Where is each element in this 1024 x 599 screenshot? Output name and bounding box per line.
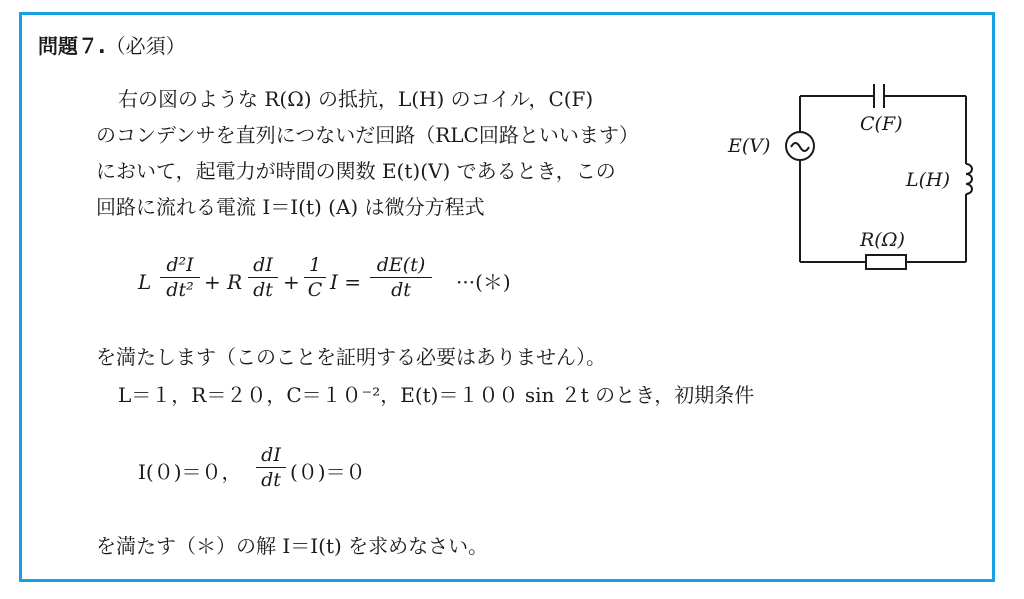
resistor-box bbox=[866, 255, 906, 269]
problem-title: 問題７.（必須） bbox=[38, 34, 186, 58]
initial-condition-1: I(０)＝０， bbox=[138, 460, 242, 484]
parameters-text: L＝１，R＝２０，C＝１０⁻²，E(t)＝１００ sin ２t のとき，初期条件 bbox=[118, 383, 755, 407]
eq-frac-dI-dt: $\frac{dI}{dt}$ bbox=[248, 256, 278, 300]
resistor-label: R(Ω) bbox=[860, 229, 905, 251]
eq-frac-d2I-dt2: $\frac{\text{d²I}}{\text{dt²}}$ bbox=[160, 256, 200, 300]
eq-frac-1-C: $\frac{1}{C}$ bbox=[304, 256, 326, 300]
capacitor-label: C(F) bbox=[860, 113, 903, 135]
eq-tag: ···(＊) bbox=[456, 270, 511, 294]
paragraph-line-2: のコンデンサを直列につないだ回路（RLC回路といいます） bbox=[96, 123, 639, 147]
initial-condition-frac: $\frac{dI}{dt}$ bbox=[256, 446, 286, 490]
inductor-coil bbox=[966, 164, 972, 194]
final-instruction: を満たす（＊）の解 I＝I(t) を求めなさい。 bbox=[96, 534, 489, 558]
paragraph-line-1: 右の図のような R(Ω) の抵抗，L(H) のコイル，C(F) bbox=[118, 87, 594, 111]
source-label: E(V) bbox=[728, 135, 771, 157]
eq-L: L bbox=[138, 270, 152, 294]
inductor-label: L(H) bbox=[906, 169, 951, 191]
eq-plus: + bbox=[283, 270, 300, 294]
paragraph-line-4: 回路に流れる電流 I＝I(t) (A) は微分方程式 bbox=[96, 195, 485, 219]
eq-plus-R: + R bbox=[204, 270, 243, 294]
eq-I-equals: I = bbox=[330, 270, 362, 294]
paragraph-line-3: において，起電力が時間の関数 E(t)(V) であるとき，この bbox=[96, 159, 616, 183]
satisfy-text: を満たします（このことを証明する必要はありません）。 bbox=[96, 345, 606, 369]
ac-source-wave bbox=[791, 143, 809, 151]
initial-condition-2: (０)＝０ bbox=[290, 460, 366, 484]
eq-frac-dE-dt: $\frac{dE(t)}{dt}$ bbox=[370, 256, 432, 300]
rlc-circuit-diagram bbox=[720, 80, 990, 280]
